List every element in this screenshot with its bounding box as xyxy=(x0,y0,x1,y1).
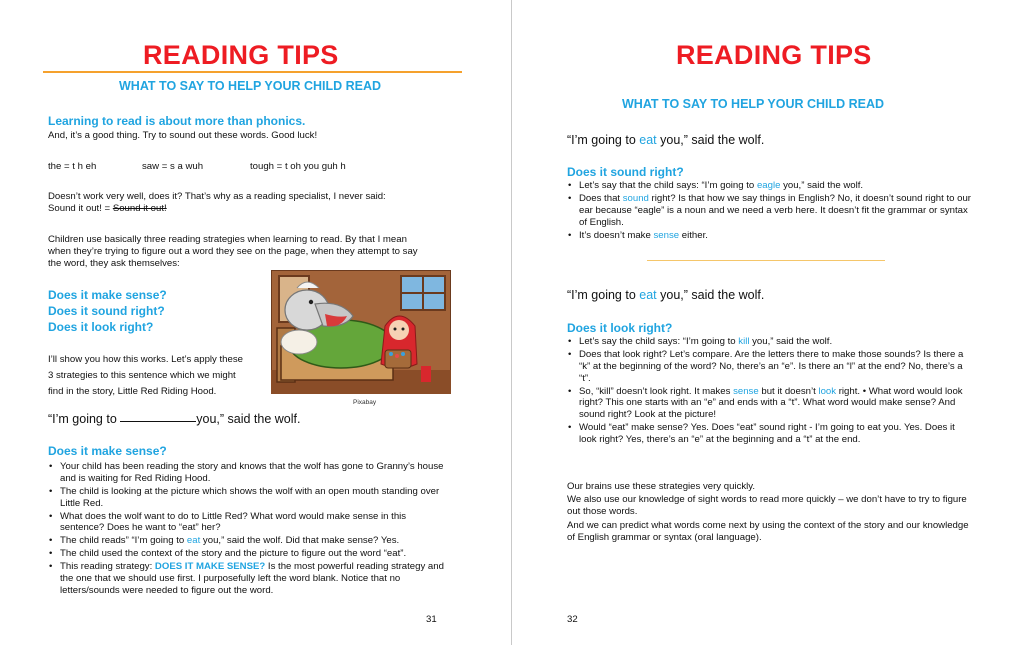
sense-bullet-list xyxy=(48,461,448,598)
list-item: • The child is looking at the picture which shows the wolf with an open mouth standing over Little Red. xyxy=(48,486,448,510)
strategy-question: Does it look right? xyxy=(48,320,154,334)
list-text: Does that xyxy=(579,192,623,204)
list-item xyxy=(567,336,972,348)
highlight-word: sense xyxy=(733,385,759,397)
list-text: you,” said the wolf. xyxy=(749,336,833,347)
paragraph-text-part: Sound it out! = xyxy=(48,203,113,214)
list-item: • The child used the context of the story and the picture to figure out the word “eat”. xyxy=(48,548,448,560)
section-heading-look: Does it look right? xyxy=(567,321,673,335)
wolf-in-bed-picture xyxy=(271,270,451,394)
list-item xyxy=(567,349,972,384)
list-text: Would “eat” make sense? Yes. Does “eat” sound right - I’m going to eat you. Yes. Does it look right? Yes, there’s an “e” at the beginning and a “t” at the end. xyxy=(579,422,955,445)
list-text: right. • What word would look right? This one starts with an “e” and ends with a “t”. What word would make sense? And sound right? Look at the picture! xyxy=(579,385,963,421)
closing-line: And we can predict what words come next by using the context of the story and our knowledge of English grammar or syntax (oral language). xyxy=(567,520,969,544)
strikethrough-text: Sound it out! xyxy=(112,203,167,214)
phonics-example: tough = t oh you guh h xyxy=(250,161,346,172)
list-text: The child reads” “I’m going to xyxy=(60,535,187,547)
page-subtitle: WHAT TO SAY TO HELP YOUR CHILD READ xyxy=(119,79,382,93)
example-sentence xyxy=(567,288,764,302)
sentence-start: “I’m going to xyxy=(48,412,121,426)
list-text: This reading strategy: xyxy=(60,561,155,573)
list-text: Is the most powerful reading strategy and the one that we should use first. I purposefully left the word blank. Notice that no letters/sounds were needed to figure out the word. xyxy=(60,561,444,596)
list-text: you,” said the wolf. xyxy=(780,180,864,191)
highlight-word: sound xyxy=(622,192,649,204)
page-title: READING TIPS xyxy=(143,40,339,70)
example-sentence xyxy=(567,133,764,147)
section-heading-phonics: Learning to read is about more than phonics. xyxy=(48,114,306,128)
page-number: 32 xyxy=(567,614,578,625)
highlight-phrase: DOES IT MAKE SENSE? xyxy=(154,561,266,573)
list-item xyxy=(567,422,972,446)
title-underline xyxy=(43,71,462,73)
wolf-illustration-icon xyxy=(271,270,451,394)
paragraph-line: when they’re trying to figure out a word they see on the page, when they attempt to say xyxy=(48,246,418,257)
strategy-question: Does it sound right? xyxy=(48,304,165,318)
sentence-part: “I’m going to xyxy=(567,288,640,302)
strategy-question: Does it make sense? xyxy=(48,288,167,302)
section-divider xyxy=(647,260,885,261)
highlight-word: eat xyxy=(186,535,201,547)
highlight-word: eat xyxy=(639,133,657,147)
list-item xyxy=(567,230,972,242)
list-item xyxy=(567,180,972,192)
sentence-end: you,” said the wolf. xyxy=(196,412,301,426)
paragraph-text xyxy=(48,203,167,215)
list-item xyxy=(567,193,972,228)
example-sentence xyxy=(48,412,300,426)
image-caption: Pixabay xyxy=(353,399,377,406)
closing-line: We also use our knowledge of sight words to read more quickly – we don’t have to try to figure out those words. xyxy=(567,494,967,518)
phonics-example: the = t h eh xyxy=(48,161,97,172)
closing-line: Our brains use these strategies very quickly. xyxy=(567,481,756,492)
list-item: • Your child has been reading the story and knows that the wolf has gone to Granny’s house and is waiting for Red Riding Hood. xyxy=(48,461,448,485)
phonics-example: saw = s a wuh xyxy=(142,161,204,172)
blank-line xyxy=(120,420,196,422)
paragraph-line: Children use basically three reading strategies when learning to read. By that I mean xyxy=(48,234,407,245)
section-heading-sound: Does it sound right? xyxy=(567,165,684,179)
list-text: Let’s say that the child says: “I’m going to xyxy=(579,180,757,191)
highlight-word: look xyxy=(818,385,837,397)
list-item xyxy=(567,386,972,421)
apply-line: 3 strategies to this sentence which we might xyxy=(48,370,236,381)
page-title: READING TIPS xyxy=(676,40,872,70)
list-text: right? Is that how we say things in English? No, it doesn’t sound right to our ear because “eagle” is a noun and we need a verb here. It doesn’t fit the grammar or syntax of English. xyxy=(579,192,971,228)
left-page xyxy=(0,0,511,645)
sentence-part: “I’m going to xyxy=(567,133,640,147)
sound-bullet-list xyxy=(567,180,972,243)
highlight-word: eat xyxy=(639,288,657,302)
sentence-part: you,” said the wolf. xyxy=(656,288,765,302)
list-text: either. xyxy=(679,229,708,241)
highlight-word: kill xyxy=(738,336,750,347)
section-heading-sense: Does it make sense? xyxy=(48,444,167,458)
apply-line: I’ll show you how this works. Let’s apply these xyxy=(48,354,243,365)
list-text: Let’s say the child says: “I’m going to xyxy=(579,336,739,347)
list-text: Does that look right? Let’s compare. Are the letters there to make those sounds? Is there a “k” at the beginning of the word? No, there’s an “e”. Is there an “l” at the end? No, there’s a “t”. xyxy=(579,348,964,384)
list-text: So, “kill” doesn’t look right. It makes xyxy=(579,385,734,397)
page-number: 31 xyxy=(426,614,437,625)
list-item xyxy=(48,535,448,547)
list-text: It’s doesn’t make xyxy=(579,229,654,241)
page-subtitle: WHAT TO SAY TO HELP YOUR CHILD READ xyxy=(622,97,885,111)
paragraph-line: the word, they ask themselves: xyxy=(48,258,180,269)
list-text: you,” said the wolf. Did that make sense? Yes. xyxy=(200,535,400,547)
look-bullet-list xyxy=(567,336,972,447)
apply-line: find in the story, Little Red Riding Hood. xyxy=(48,386,217,397)
list-text: but it doesn’t xyxy=(758,385,819,397)
highlight-word: sense xyxy=(653,229,680,241)
paragraph-text: Doesn’t work very well, does it? That’s why as a reading specialist, I never said: xyxy=(48,191,386,202)
list-item: • What does the wolf want to do to Little Red? What word would make sense in this sentence? Does he want to “eat” her? xyxy=(48,511,448,535)
intro-text: And, it’s a good thing. Try to sound out these words. Good luck! xyxy=(48,130,318,141)
highlight-word: eagle xyxy=(756,180,781,191)
right-page xyxy=(512,0,1023,645)
sentence-part: you,” said the wolf. xyxy=(656,133,765,147)
list-item xyxy=(48,561,448,596)
